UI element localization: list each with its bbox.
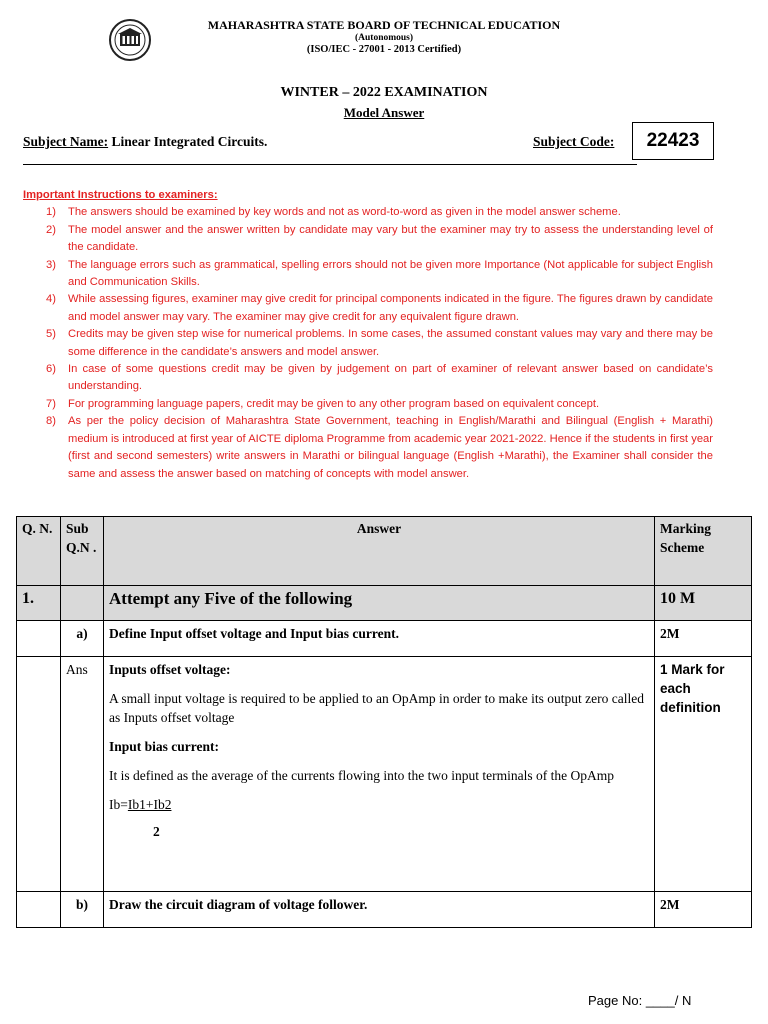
instructions-title: Important Instructions to examiners: [23,189,218,201]
table-row [17,657,752,892]
answer-table [16,516,752,928]
answer-heading: Input bias current: [109,739,220,754]
instruction-item: 8) As per the policy decision of Maharashtra State Government, teaching in English/Marathi and Bilingual (English + Marathi) medium is introduced at first year of AICTE diploma Programme from academic year 2021-2022. Hence if the students in first year (first and second semesters) write answers in Marathi or bilingual language (English +Marathi), the Examiner shall consider the same and assess the answer based on matching of concepts with model answer. [46,415,713,480]
page-number: Page No: ____/ N [588,993,692,1008]
exam-title: WINTER – 2022 EXAMINATION [280,85,488,100]
row-qn [17,657,61,892]
instruction-item: 7) For programming language papers, credit may be given to any other program based on equivalent concept. [46,397,600,410]
subject-code-box: 22423 [632,122,714,160]
header-marking: Marking Scheme [655,517,752,586]
answer-heading: Inputs offset voltage: [109,662,231,677]
iso-certification: (ISO/IEC - 27001 - 2013 Certified) [306,44,462,55]
section-row [17,586,752,621]
formula-numerator: Ib1+Ib2 [127,797,172,812]
subject-divider [23,164,637,165]
marking-scheme: 1 Mark for each definition [655,657,752,892]
question-marks: 2M [655,892,752,928]
section-title: Attempt any Five of the following [104,586,655,621]
answer-cell [104,657,655,892]
section-qn: 1. [17,586,61,621]
section-marks: 10 M [655,586,752,621]
instructions-list [23,204,713,483]
row-qn [17,621,61,657]
instruction-item: 2) The model answer and the answer written by candidate may vary but the examiner may try to assess the understanding level of the candidate. [46,223,713,254]
header-answer: Answer [104,517,655,586]
row-sub: b) [61,892,104,928]
model-answer-title: Model Answer [343,105,425,120]
subject-code-label: Subject Code: [533,134,615,149]
question-text: Draw the circuit diagram of voltage follower. [104,892,655,928]
answer-paragraph: A small input voltage is required to be applied to an OpAmp in order to make its output zero called as Inputs offset voltage [109,691,644,725]
formula-denominator: 2 [153,824,160,839]
answer-paragraph: It is defined as the average of the currents flowing into the two input terminals of the OpAmp [109,768,614,783]
instruction-item: 5) Credits may be given step wise for numerical problems. In some cases, the assumed constant values may vary and there may be some difference in the candidate’s answers and model answer. [46,328,713,358]
instruction-item: 1) The answers should be examined by key words and not as word-to-word as given in the model answer scheme. [46,206,621,219]
subject-name-value: Linear Integrated Circuits. [111,134,268,149]
row-sub: Ans [61,657,104,892]
table-row [17,621,752,657]
instructions [23,187,713,483]
section-sub [61,586,104,621]
row-qn [17,892,61,928]
bias-current-formula: Ib=Ib1+Ib2 [109,797,172,812]
question-text: Define Input offset voltage and Input bias current. [104,621,655,657]
instruction-item: 6) In case of some questions credit may be given by judgement on part of examiner of relevant answer based on candidate’s understanding. [46,363,713,393]
table-row [17,892,752,928]
board-name: MAHARASHTRA STATE BOARD OF TECHNICAL EDUCATION [207,18,561,32]
autonomous-label: (Autonomous) [354,33,414,43]
instruction-item: 4) While assessing figures, examiner may give credit for principal components indicated in the figure. The figures drawn by candidate and model answer may vary. The examiner may give credit for any equivalent figure drawn. [46,293,713,323]
subject-name [23,134,267,150]
header-qn: Q. N. [17,517,61,586]
table-header-row [17,517,752,586]
subject-name-label: Subject Name: [23,134,109,149]
instruction-item: 3) The language errors such as grammatical, spelling errors should not be given more Importance (Not applicable for subject English and Communication Skills. [46,258,713,289]
header-sub-qn: Sub Q.N . [61,517,104,586]
row-sub: a) [61,621,104,657]
question-marks: 2M [655,621,752,657]
